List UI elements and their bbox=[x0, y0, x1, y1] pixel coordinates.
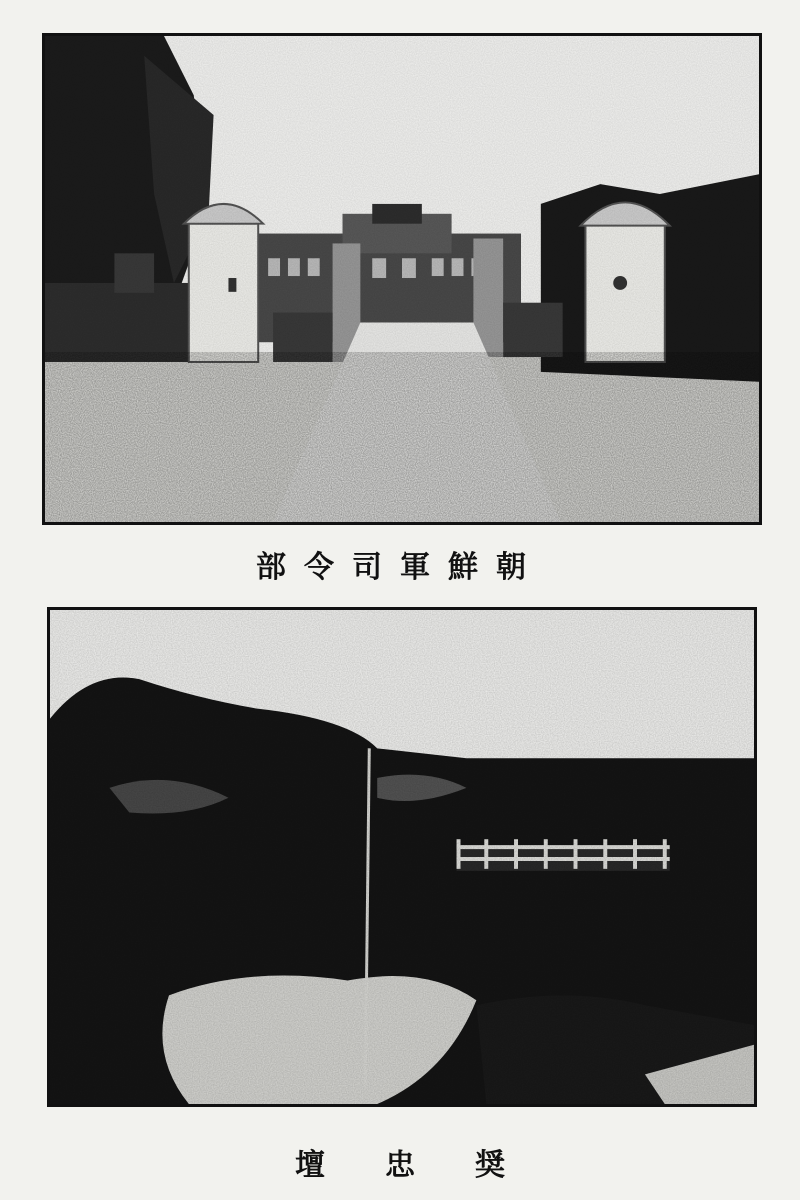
park-photo-image bbox=[50, 610, 754, 1104]
park-photo bbox=[47, 607, 757, 1107]
headquarters-photo bbox=[42, 33, 762, 525]
headquarters-photo-image bbox=[45, 36, 759, 522]
park-caption: 壇 忠 奨 bbox=[295, 1148, 505, 1183]
headquarters-caption: 部令司軍鮮朝 bbox=[256, 550, 544, 585]
